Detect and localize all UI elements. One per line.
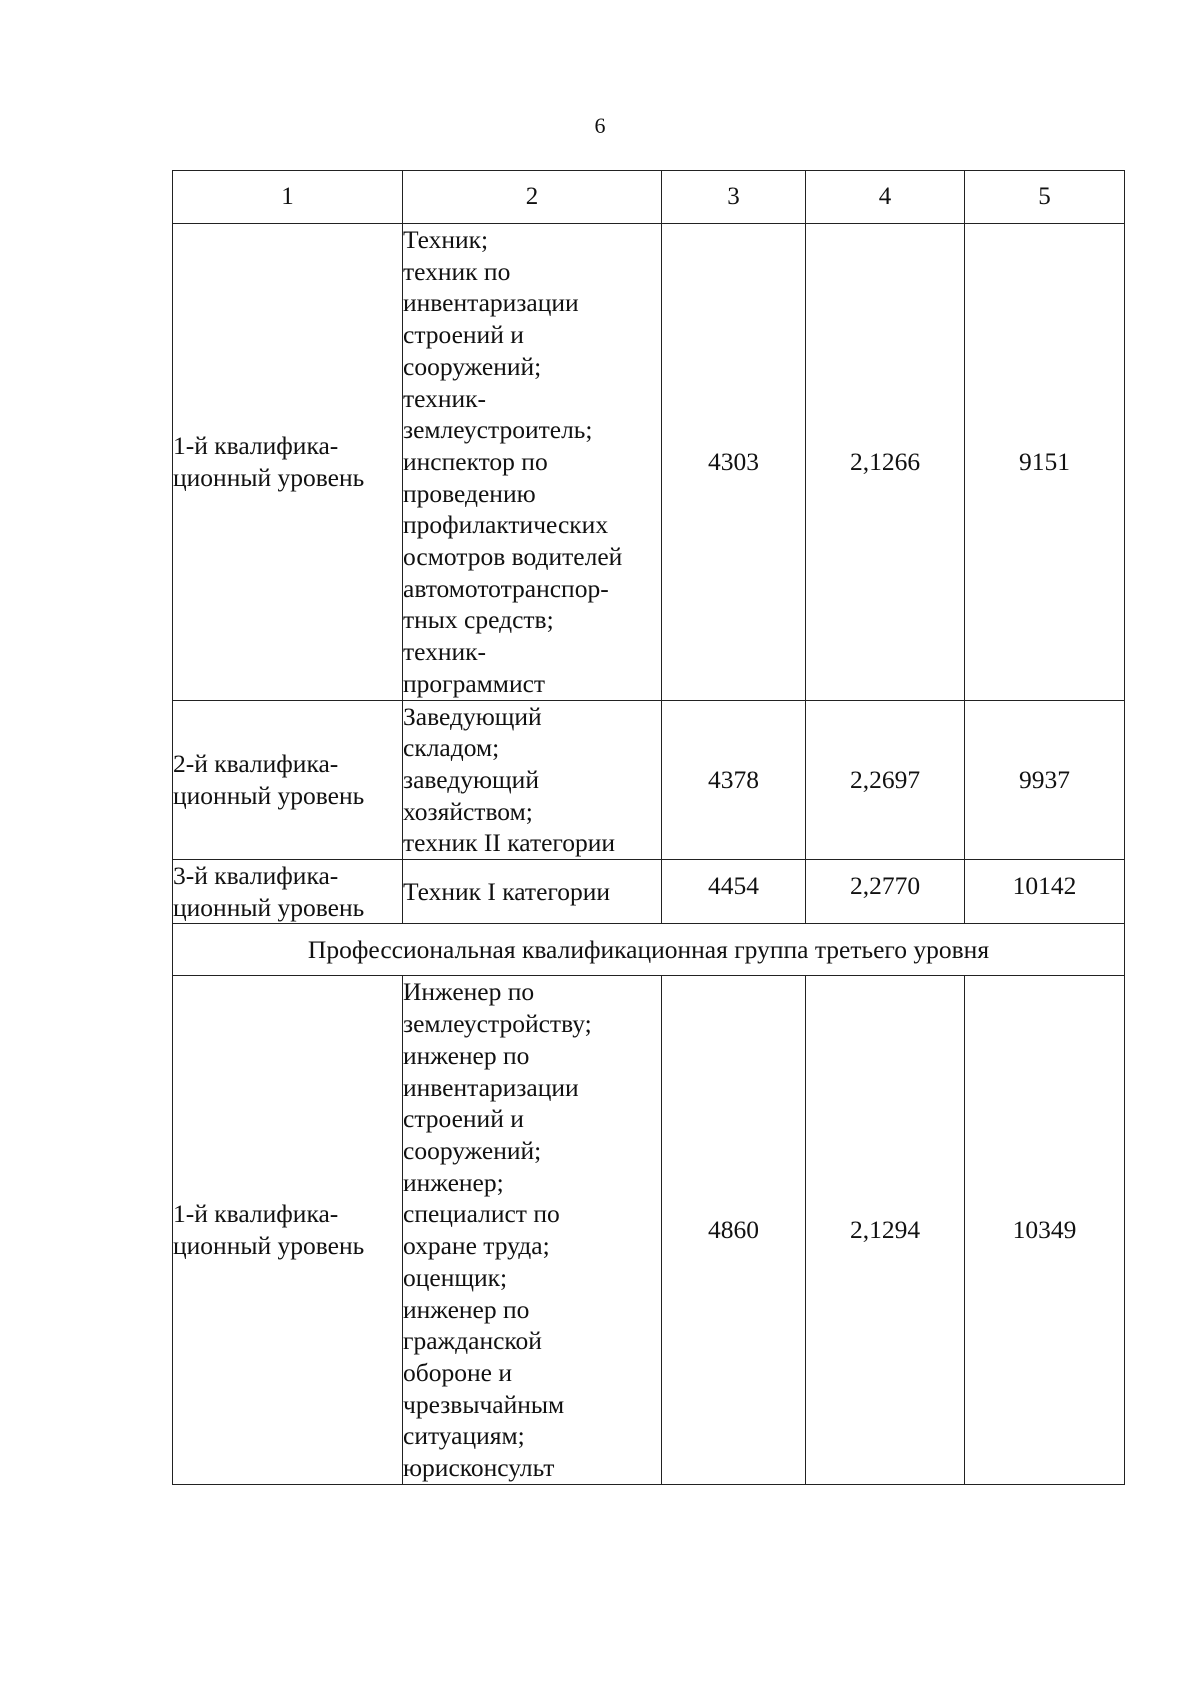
positions-cell <box>403 860 662 924</box>
position-text: ситуациям; <box>403 1421 525 1451</box>
column-header: 1 <box>173 171 403 224</box>
position-text: сооружений; <box>403 351 542 381</box>
position-text: техник- <box>403 383 487 413</box>
position-text: программист <box>403 668 546 698</box>
position-text: профилактических <box>403 510 609 540</box>
position-text: инспектор по <box>403 446 548 476</box>
qualification-level-cell <box>173 224 403 701</box>
position-text: Заведующий <box>403 701 542 731</box>
column-5-value: 10142 <box>965 860 1125 924</box>
position-text: юрисконсульт <box>403 1453 555 1483</box>
position-text: инженер по <box>403 1040 530 1070</box>
column-5-value: 9151 <box>965 224 1125 701</box>
position-text: осмотров водителей <box>403 542 623 572</box>
position-text: строений и <box>403 1104 524 1134</box>
column-3-value: 4303 <box>662 224 806 701</box>
position-text: обороне и <box>403 1357 512 1387</box>
column-3-value: 4860 <box>662 976 806 1484</box>
level-text: ционный уровень <box>173 462 365 492</box>
column-4-value: 2,2770 <box>806 860 965 924</box>
column-4-value: 2,2697 <box>806 700 965 860</box>
positions-cell <box>403 976 662 1484</box>
column-header: 2 <box>403 171 662 224</box>
position-text: складом; <box>403 733 500 763</box>
position-text: тных средств; <box>403 605 554 635</box>
level-text: 1-й квалифика- <box>173 431 339 461</box>
position-text: инженер по <box>403 1294 530 1324</box>
level-text: ционный уровень <box>173 892 365 922</box>
column-header: 3 <box>662 171 806 224</box>
column-number-row <box>173 171 1125 224</box>
column-4-value: 2,1266 <box>806 224 965 701</box>
position-text: проведению <box>403 478 536 508</box>
level-text: ционный уровень <box>173 1231 365 1261</box>
position-text: техник- <box>403 637 487 667</box>
column-5-value: 10349 <box>965 976 1125 1484</box>
position-text: автомототранспор- <box>403 573 609 603</box>
position-text: землеустроитель; <box>403 415 593 445</box>
position-text: гражданской <box>403 1326 542 1356</box>
salary-table <box>172 170 1125 1485</box>
position-text: техник по <box>403 256 511 286</box>
column-3-value: 4454 <box>662 860 806 924</box>
qualification-level-cell <box>173 700 403 860</box>
column-4-value: 2,1294 <box>806 976 965 1484</box>
position-text: чрезвычайным <box>403 1389 565 1419</box>
positions-cell <box>403 700 662 860</box>
position-text: оценщик; <box>403 1262 508 1292</box>
position-text: инженер; <box>403 1167 504 1197</box>
table-row <box>173 700 1125 860</box>
level-text: 3-й квалифика- <box>173 861 339 891</box>
position-text: сооружений; <box>403 1135 542 1165</box>
positions-cell <box>403 224 662 701</box>
table-row <box>173 976 1125 1484</box>
position-text: охране труда; <box>403 1231 550 1261</box>
position-text: техник II категории <box>403 828 616 858</box>
position-text: инвентаризации <box>403 1072 579 1102</box>
level-text: ционный уровень <box>173 780 365 810</box>
qualification-level-cell <box>173 976 403 1484</box>
group-heading: Профессиональная квалификационная группа третьего уровня <box>173 924 1125 976</box>
position-text: специалист по <box>403 1199 560 1229</box>
qualification-level-cell <box>173 860 403 924</box>
level-text: 2-й квалифика- <box>173 749 339 779</box>
column-5-value: 9937 <box>965 700 1125 860</box>
column-header: 5 <box>965 171 1125 224</box>
position-text: Техник I категории <box>403 876 611 906</box>
position-text: Техник; <box>403 225 489 254</box>
column-header: 4 <box>806 171 965 224</box>
position-text: хозяйством; <box>403 796 533 826</box>
position-text: Инженер по <box>403 977 535 1007</box>
position-text: землеустройству; <box>403 1009 592 1039</box>
column-3-value: 4378 <box>662 700 806 860</box>
level-text: 1-й квалифика- <box>173 1199 339 1229</box>
position-text: инвентаризации <box>403 288 579 318</box>
group-heading-row <box>173 924 1125 976</box>
position-text: строений и <box>403 320 524 350</box>
page-number: 6 <box>594 113 606 138</box>
position-text: заведующий <box>403 764 539 794</box>
table-row <box>173 224 1125 701</box>
table-row <box>173 860 1125 924</box>
